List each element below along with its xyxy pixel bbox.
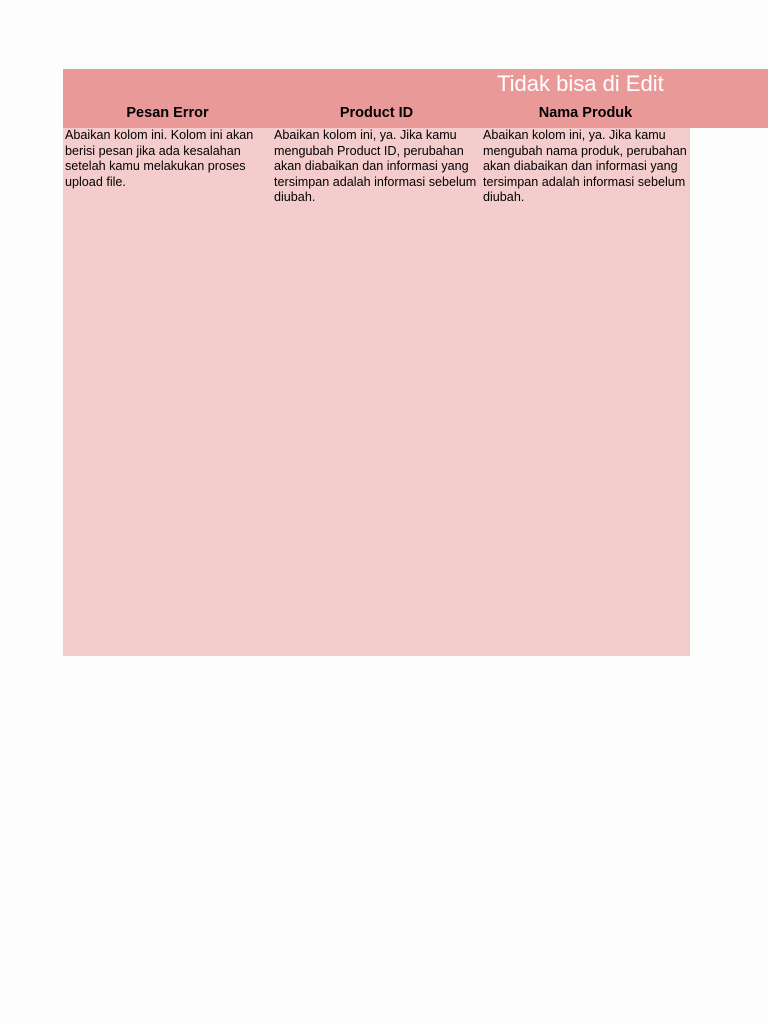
locked-header-band (63, 69, 768, 128)
description-cell-product-id[interactable]: Abaikan kolom ini, ya. Jika kamu mengubah Product ID, perubahan akan diabaikan dan informasi yang tersimpan adalah informasi sebelum diubah. (274, 128, 477, 205)
locked-body-band (63, 128, 690, 656)
spreadsheet-sheet (63, 69, 768, 656)
column-header-nama-produk[interactable]: Nama Produk (538, 105, 633, 121)
column-header-pesan-error[interactable]: Pesan Error (126, 105, 209, 121)
description-cell-nama-produk[interactable]: Abaikan kolom ini, ya. Jika kamu mengubah nama produk, perubahan akan diabaikan dan informasi yang tersimpan adalah informasi sebelum diubah. (483, 128, 687, 205)
column-header-product-id[interactable]: Product ID (339, 105, 414, 121)
locked-banner-title: Tidak bisa di Edit (497, 71, 664, 96)
description-cell-pesan-error[interactable]: Abaikan kolom ini. Kolom ini akan berisi pesan jika ada kesalahan setelah kamu melakukan proses upload file. (65, 128, 254, 189)
